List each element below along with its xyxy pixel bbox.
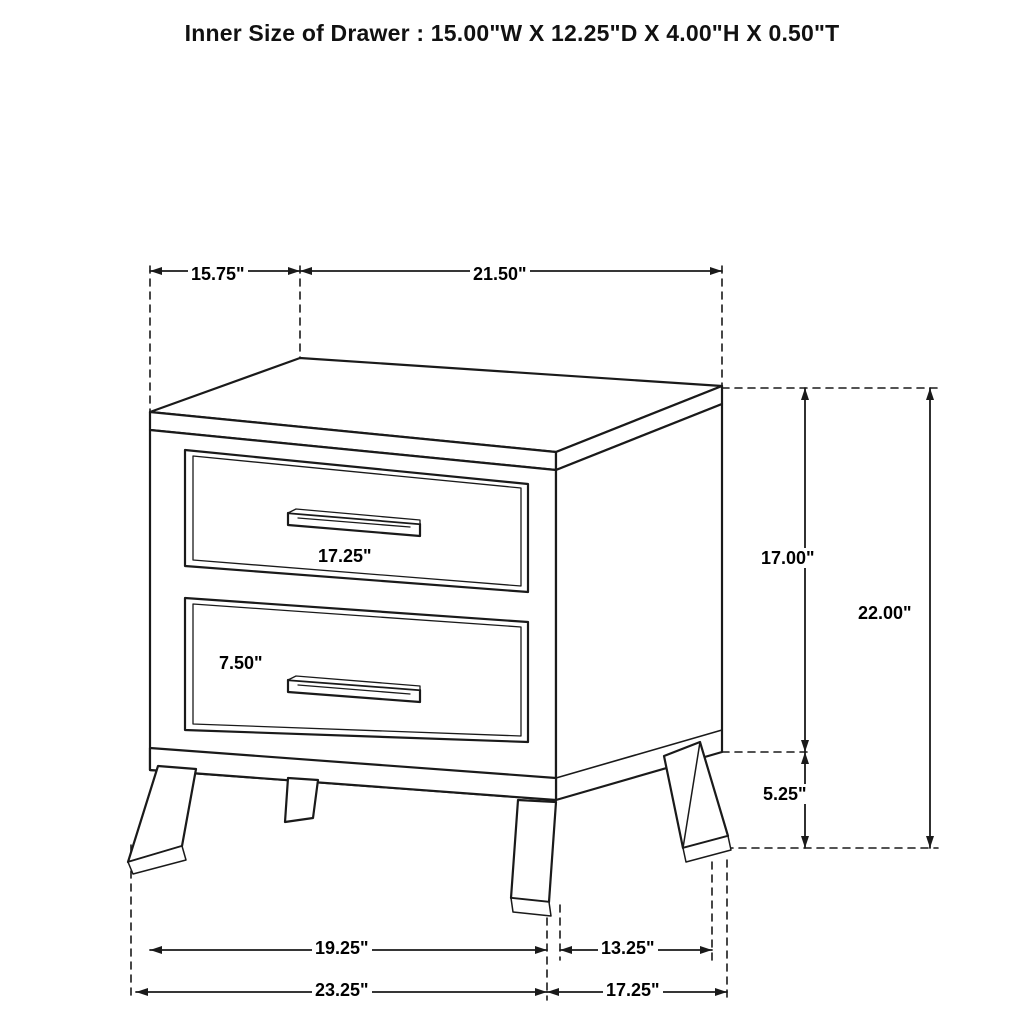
dim-label-front-base-width: 19.25": [312, 938, 372, 958]
leg-back-left: [285, 778, 318, 822]
dim-label-depth-top: 15.75": [188, 264, 248, 284]
leg-front-right: [511, 800, 556, 916]
dim-label-overall-width: 23.25": [312, 980, 372, 1000]
dim-label-leg-height: 5.25": [760, 784, 810, 804]
dim-label-side-base-depth: 13.25": [598, 938, 658, 958]
leg-back-right: [664, 742, 731, 862]
dim-label-overall-depth: 17.25": [603, 980, 663, 1000]
cabinet-side-face: [556, 404, 722, 800]
dim-label-width-top: 21.50": [470, 264, 530, 284]
dim-label-overall-height: 22.00": [855, 603, 915, 623]
dim-label-cabinet-height: 17.00": [758, 548, 818, 568]
leg-front-left: [128, 766, 196, 874]
page-title: Inner Size of Drawer : 15.00"W X 12.25"D X 4.00"H X 0.50"T: [184, 20, 840, 46]
dim-label-drawer-lower-height: 7.50": [216, 653, 266, 673]
dim-label-drawer-upper-width: 17.25": [315, 546, 375, 566]
